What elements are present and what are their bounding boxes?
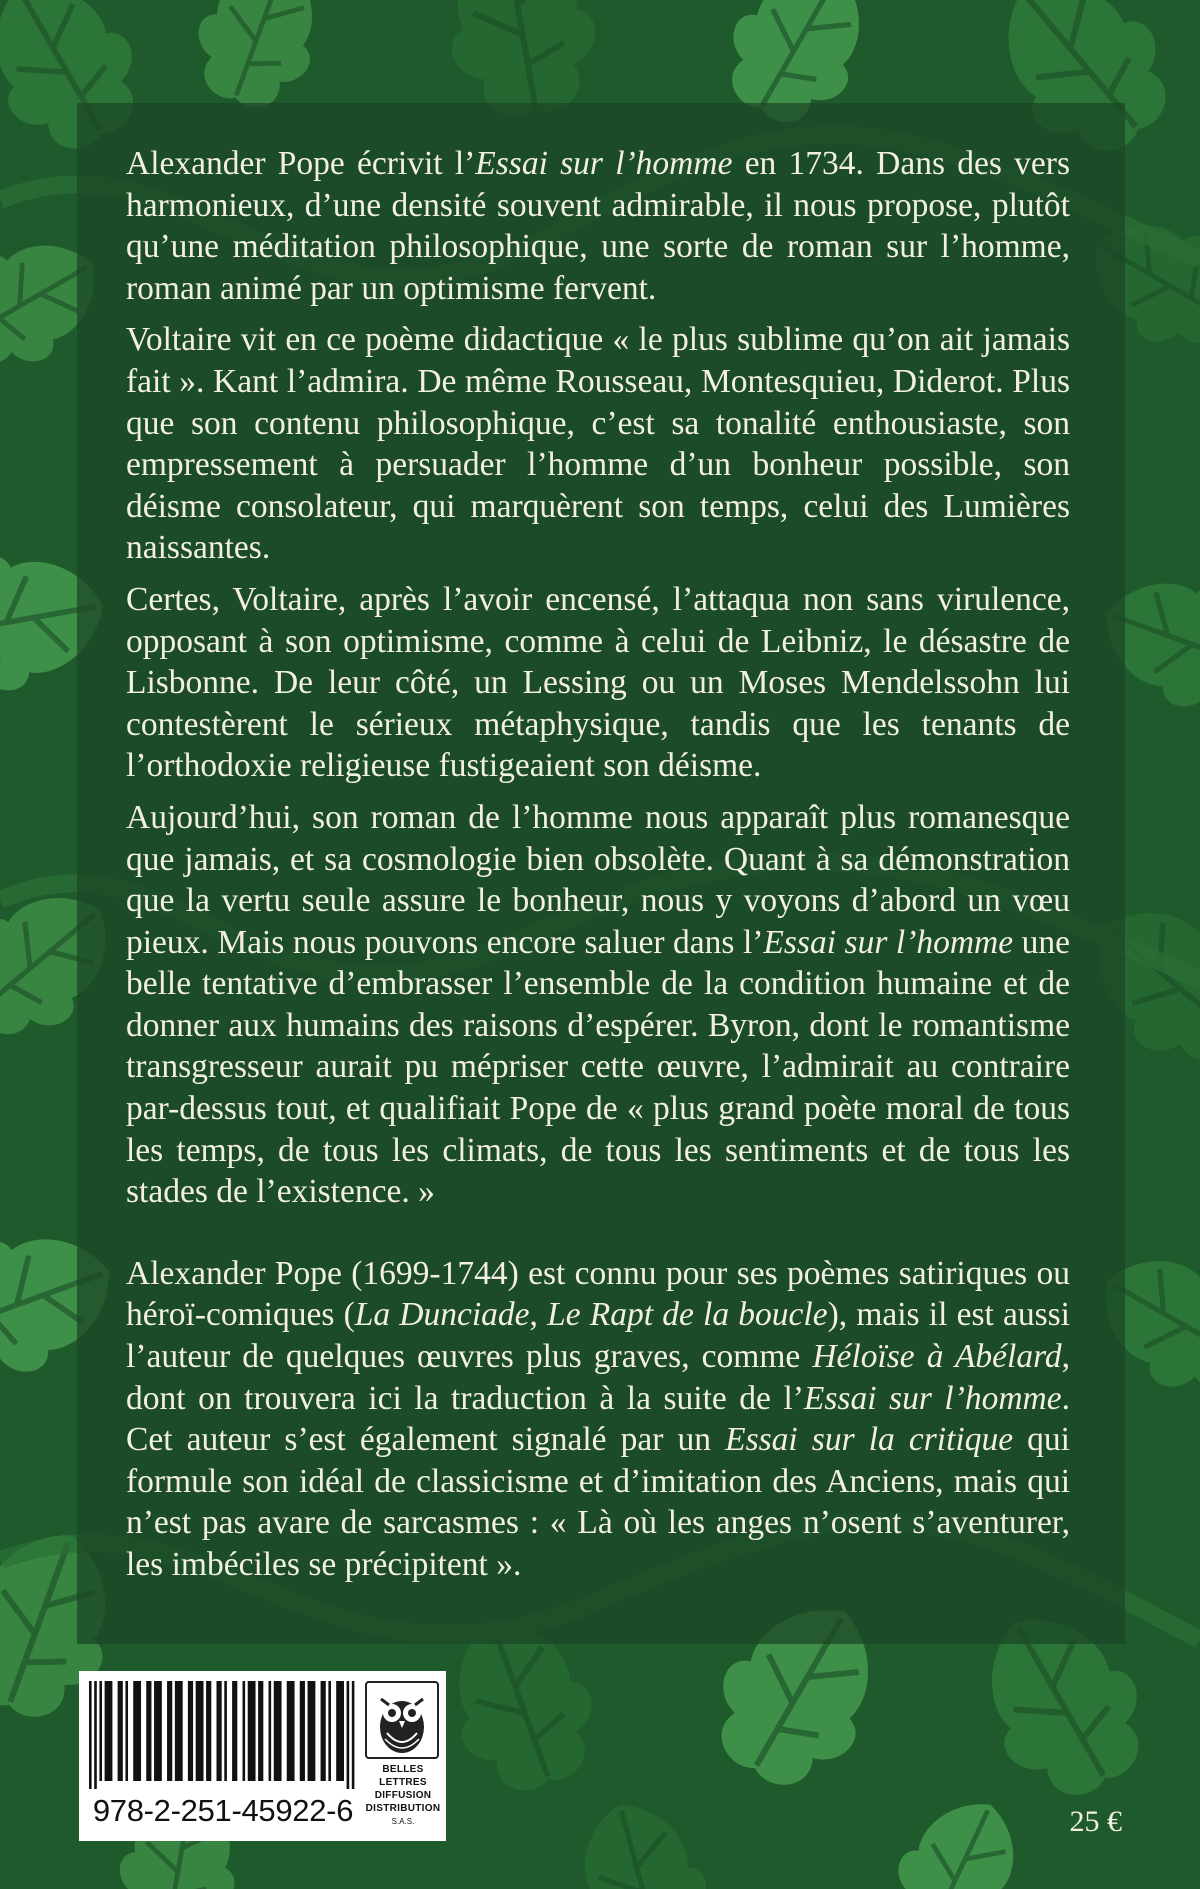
italic-title: Le Rapt de la boucle	[547, 1296, 828, 1334]
barcode-bar	[224, 1681, 227, 1781]
text-run: , dont on trouvera ici la traduction à la suite de l’	[126, 1338, 1070, 1417]
publisher-line-4: S.A.S.	[391, 1817, 415, 1826]
barcode-box	[79, 1671, 446, 1841]
text-run: Alexander Pope (1699-1744) est connu pour ses poèmes satiriques ou héroï-comiques (	[126, 1254, 1070, 1334]
barcode-bar	[206, 1681, 211, 1781]
publisher-line-3: DISTRIBUTION	[365, 1803, 441, 1814]
publisher-line-1: BELLES LETTRES	[379, 1764, 427, 1788]
italic-title: Héloïse à Abélard	[812, 1338, 1062, 1376]
barcode-bar	[336, 1681, 344, 1781]
text-run: une belle tentative d’embrasser l’ensemble de la condition humaine et de donner aux humains des raisons d’espérer. Byron, dont le romantisme transgresseur aurait pu mépriser cette œuvre, l’admirait au contraire par-dessus tout, et qualifiait Pope de « plus grand poète moral de tous les temps, de tous les climats, de tous les sentiments et de tous les stades de l’existence. »	[126, 923, 1071, 1211]
text-run: Alexander Pope écrivit l’	[126, 145, 476, 182]
text-run: ,	[529, 1296, 548, 1334]
barcode-bar	[125, 1681, 128, 1781]
barcode-bar	[146, 1681, 151, 1781]
barcode-bar	[94, 1681, 97, 1789]
barcode-bar	[89, 1681, 92, 1789]
barcode-bar	[308, 1681, 316, 1781]
text-run: Certes, Voltaire, après l’avoir encensé, l’attaqua non sans virulence, opposant à son optimisme, comme à celui de Leibniz, le désastre de Lisbonne. De leur côté, un Lessing ou un Moses Mendelssohn lui contestèrent le sérieux métaphysique, tandis que les tenants de l’orthodoxie religieuse fustigeaient son déisme.	[126, 580, 1070, 785]
italic-title: Essai sur l’homme	[475, 145, 733, 182]
barcode-bar	[321, 1681, 326, 1781]
barcode-bar	[188, 1681, 193, 1781]
barcode-bar	[274, 1681, 282, 1781]
text-run: . Cet auteur s’est également signalé par un	[126, 1379, 1070, 1459]
publisher-name	[363, 1763, 443, 1828]
barcode-bar	[99, 1681, 102, 1781]
isbn-number: 978-2-251-45922-6	[92, 1793, 354, 1828]
text-run: ), mais il est aussi l’auteur de quelques œuvres plus graves, comme	[126, 1296, 1070, 1376]
paragraph-2	[126, 319, 1070, 569]
barcode-bar	[118, 1681, 123, 1781]
barcode-bar	[328, 1681, 331, 1781]
text-run: Voltaire vit en ce poème didactique « le plus sublime qu’on ait jamais fait ». Kant l’admira. De même Rousseau, Montesquieu, Diderot. Plus que son contenu philosophique, c’est sa tonalité enthousiaste, son empressement à persuader l’homme d’un bonheur possible, son déisme consolateur, qui marquèrent son temps, celui des Lumières naissantes.	[126, 321, 1070, 567]
italic-title: Essai sur l’homme	[763, 923, 1014, 961]
barcode-bar	[133, 1681, 141, 1781]
author-bio	[126, 1253, 1070, 1586]
barcode-bar	[248, 1681, 256, 1781]
paragraph-1	[126, 143, 1070, 309]
publisher-line-2: DIFFUSION	[374, 1790, 432, 1801]
owl-logo-icon	[365, 1681, 439, 1759]
barcode-bar	[216, 1681, 221, 1781]
barcode-bar	[269, 1681, 272, 1781]
italic-title: La Dunciade	[354, 1296, 530, 1334]
barcode-bar	[175, 1681, 183, 1781]
text-run: en 1734. Dans des vers harmonieux, d’une densité souvent admirable, il nous propose, plutôt qu’une méditation philosophique, une sorte de roman sur l’homme, roman animé par un optimisme fervent.	[126, 145, 1070, 307]
barcode-bar	[232, 1681, 237, 1781]
italic-title: Essai sur l’homme	[803, 1379, 1062, 1417]
barcode-bar	[105, 1681, 113, 1781]
barcode-bar	[243, 1681, 246, 1781]
barcode-bar	[258, 1681, 263, 1781]
barcode-bar	[352, 1681, 355, 1789]
text-run: qui formule son idéal de classicisme et d’imitation des Anciens, mais qui n’est pas avare de sarcasmes : « Là où les anges n’osent s’aventurer, les imbéciles se précipitent ».	[126, 1421, 1070, 1583]
barcode-bar	[154, 1681, 162, 1781]
italic-title: Essai sur la critique	[725, 1421, 1014, 1459]
barcode-bar	[300, 1681, 305, 1781]
barcode-bar	[287, 1681, 295, 1781]
price: 25 €	[1069, 1805, 1122, 1838]
back-cover-text	[126, 143, 1070, 1596]
paragraph-3	[126, 579, 1070, 787]
barcode-bar	[167, 1681, 172, 1781]
text-run: Aujourd’hui, son roman de l’homme nous apparaît plus romanesque que jamais, et sa cosmologie bien obsolète. Quant à sa démonstration que la vertu seule assure le bonheur, nous y voyons d’abord un vœu pieux. Mais nous pouvons encore saluer dans l’	[126, 798, 1070, 961]
barcode-bar	[196, 1681, 204, 1781]
barcode-bar	[347, 1681, 350, 1789]
paragraph-4	[126, 797, 1070, 1213]
barcode-icon	[87, 1681, 359, 1789]
